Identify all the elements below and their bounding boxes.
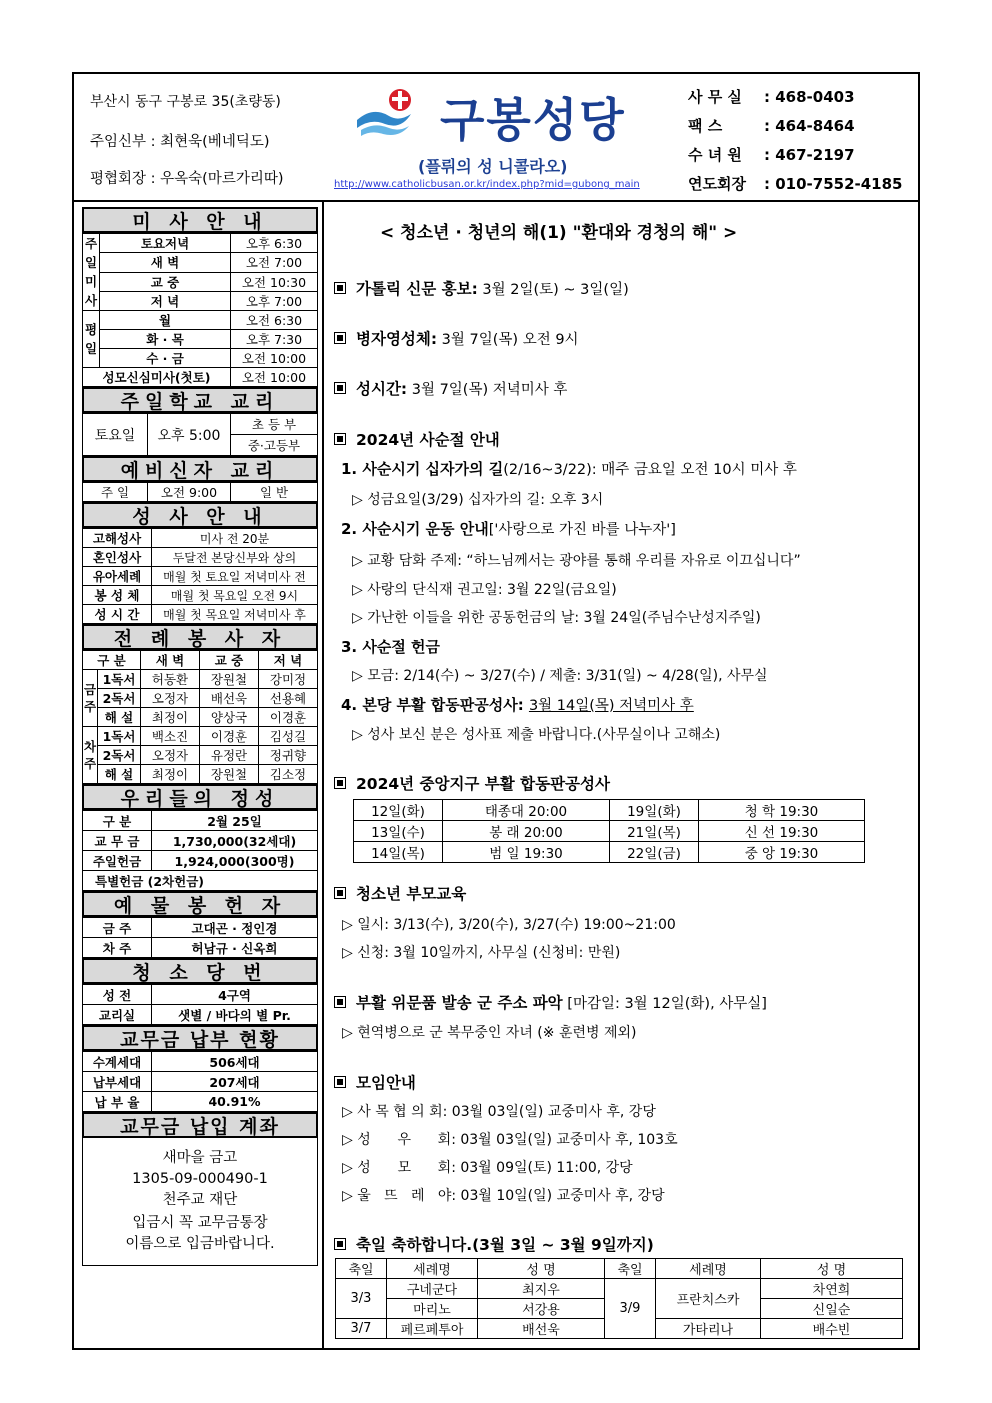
this-week-label: 금주 (83, 670, 98, 727)
cleaning-value: 샛별 / 바다의 별 Pr. (152, 1005, 318, 1025)
account-line: 1305-09-000490-1 (132, 1171, 268, 1187)
schedule-cell: 청 학 19:30 (699, 800, 865, 821)
section-head: 가톨릭 신문 홍보: (356, 280, 478, 298)
offering-value: 1,924,000(300명) (152, 851, 318, 871)
feast-saint: 프란치스카 (656, 1279, 761, 1319)
account-title: 교무금 납입 계좌 (82, 1112, 318, 1138)
section-district-confession (334, 772, 610, 794)
section-military-gift (334, 991, 767, 1013)
mass-title: 미 사 안 내 (82, 207, 318, 233)
account-line: 입금시 꼭 교무금통장 (132, 1215, 268, 1231)
offering-name: 주일헌금 (83, 851, 152, 871)
parish-subtitle: (플뤼의 성 니콜라오) (418, 157, 568, 176)
military-bullet: ▷ 현역병으로 군 복무중인 자녀 (※ 훈련병 제외) (342, 1025, 637, 1041)
parish-logo-icon (355, 88, 415, 138)
education-bullet: ▷ 신청: 3월 10일까지, 사무실 (신청비: 만원) (342, 945, 621, 961)
mass-time: 오후 6:30 (231, 234, 318, 253)
sunday-school-table (82, 413, 318, 456)
gift-name: 차 주 (83, 938, 152, 958)
mass-table (82, 233, 318, 387)
sacrament-desc: 매월 첫 목요일 저녁미사 후 (152, 605, 318, 624)
sacrament-name: 고해성사 (83, 529, 152, 548)
contact-yeondo: 연도회장 : 010-7552-4185 (688, 175, 903, 193)
item-head: 2. 사순시기 운동 안내 (341, 520, 489, 538)
server-name: 최정이 (141, 708, 200, 727)
feast-header: 성 명 (761, 1259, 903, 1279)
sacrament-name: 성 시 간 (83, 605, 152, 624)
parish-url-link[interactable]: http://www.catholicbusan.or.kr/index.php?mid=gubong_main (334, 179, 640, 190)
dues-value: 40.91% (152, 1092, 318, 1112)
section-head: 부활 위문품 발송 군 주소 파악 (356, 994, 563, 1012)
server-name: 허동환 (141, 670, 200, 689)
sunday-school-title: 주일학교 교리 (82, 387, 318, 413)
lent-bullet: ▷ 교황 담화 주제: “하느님께서는 광야를 통해 우리를 자유로 이끄십니다” (352, 553, 801, 569)
schedule-cell: 신 선 19:30 (699, 821, 865, 842)
server-name: 강미정 (259, 670, 318, 689)
meeting-text: 03월 03일(일) 교중미사 후, 강당 (447, 1104, 656, 1120)
section-feast-days (334, 1233, 654, 1255)
feast-person: 배선욱 (478, 1319, 605, 1339)
parish-title: 구봉성당 (440, 93, 626, 147)
schedule-cell: 19일(화) (610, 800, 699, 821)
lent-item-1 (341, 458, 797, 479)
section-head: 축일 축하합니다.(3월 3일 ~ 3월 9일까지) (356, 1236, 654, 1254)
dues-title: 교무금 납부 현황 (82, 1025, 318, 1051)
feast-person: 서강용 (478, 1299, 605, 1319)
contact-fax: 팩 스 : 464-8464 (688, 117, 855, 135)
cleaning-name: 성 전 (83, 985, 152, 1005)
lent-item-2 (341, 518, 676, 539)
gift-value: 고대곤 · 정인경 (152, 918, 318, 938)
meeting-text: 03월 10일(일) 교중미사 후, 강당 (456, 1188, 665, 1204)
feast-header: 세례명 (656, 1259, 761, 1279)
sacrament-title: 성 사 안 내 (82, 502, 318, 528)
servers-header: 구 분 (83, 651, 141, 670)
lent-item-4 (341, 694, 694, 715)
schedule-cell: 태종대 20:00 (443, 800, 610, 821)
schedule-cell: 12일(화) (354, 800, 443, 821)
lent-bullet: ▷ 성사 보신 분은 성사표 제출 바랍니다.(사무실이나 고해소) (352, 727, 721, 743)
catechumen-day: 주 일 (83, 483, 148, 502)
school-time: 오후 5:00 (148, 414, 231, 456)
square-bullet-icon (334, 332, 346, 344)
feast-header: 세례명 (387, 1259, 478, 1279)
server-name: 오정자 (141, 689, 200, 708)
section-head: 모임안내 (356, 1074, 416, 1092)
section-holy-hour (334, 377, 567, 399)
mass-name: 토요저녁 (100, 234, 231, 253)
server-name: 오정자 (141, 746, 200, 765)
section-sick-communion (334, 327, 579, 349)
feast-person: 신일순 (761, 1299, 903, 1319)
server-role: 해 설 (98, 765, 141, 784)
offering-title: 우리들의 정성 (82, 784, 318, 810)
item-head: 1. 사순시기 십자가의 길 (341, 460, 504, 478)
sidebar (82, 207, 318, 1266)
meeting-name: ▷ 성 모 회: (342, 1160, 456, 1176)
mass-name: 새 벽 (100, 253, 231, 272)
sunday-label: 주일미사 (83, 234, 100, 311)
meeting-item (342, 1101, 656, 1121)
item-text: ['사랑으로 가진 바를 나누자'] (488, 522, 676, 538)
catechumen-title: 예비신자 교리 (82, 456, 318, 482)
sacrament-desc: 미사 전 20분 (152, 529, 318, 548)
item-text: 3월 14일(목) 저녁미사 후 (528, 698, 694, 714)
mass-time: 오전 6:30 (231, 311, 318, 330)
server-name: 이경훈 (259, 708, 318, 727)
pastor: 주임신부 : 최현욱(베네딕도) (90, 134, 270, 150)
weekday-label: 평일 (83, 311, 100, 368)
meeting-name: ▷ 성 우 회: (342, 1132, 456, 1148)
section-head: 2024년 사순절 안내 (356, 431, 500, 449)
servers-title: 전 례 봉 사 자 (82, 624, 318, 650)
square-bullet-icon (334, 996, 346, 1008)
feast-table (335, 1258, 903, 1339)
dues-value: 207세대 (152, 1072, 318, 1092)
meeting-name: ▷ 울 뜨 레 야: (342, 1188, 457, 1204)
council-president: 평협회장 : 우옥숙(마르가리따) (90, 171, 284, 187)
meeting-item (342, 1157, 633, 1177)
section-text: 3월 2일(토) ~ 3일(일) (477, 282, 629, 298)
item-head: 4. 본당 부활 합동판공성사: (341, 696, 524, 714)
square-bullet-icon (334, 777, 346, 789)
feast-day: 3/3 (336, 1279, 387, 1319)
school-group: 중·고등부 (231, 435, 318, 456)
mass-time: 오전 10:30 (231, 272, 318, 291)
sacrament-desc: 두달전 본당신부와 상의 (152, 548, 318, 567)
feast-person: 차연희 (761, 1279, 903, 1299)
section-meetings (334, 1071, 416, 1093)
catechumen-time: 오전 9:00 (148, 483, 231, 502)
mass-name: 성모신심미사(첫토) (83, 368, 231, 387)
catechumen-table (82, 482, 318, 502)
section-head: 청소년 부모교육 (356, 885, 467, 903)
offering-name: 구 분 (83, 811, 152, 831)
dues-name: 납부세대 (83, 1072, 152, 1092)
feast-day: 3/7 (336, 1319, 387, 1339)
feast-header: 축일 (605, 1259, 656, 1279)
section-head: 성시간: (356, 380, 408, 398)
mass-name: 저 녁 (100, 291, 231, 310)
account-line: 천주교 재단 (162, 1192, 238, 1208)
server-name: 최정이 (141, 765, 200, 784)
dues-value: 506세대 (152, 1052, 318, 1072)
account-line: 이름으로 입금바랍니다. (125, 1236, 275, 1252)
feast-person: 배수빈 (761, 1319, 903, 1339)
server-name: 장원철 (200, 670, 259, 689)
square-bullet-icon (334, 1238, 346, 1250)
cleaning-value: 4구역 (152, 985, 318, 1005)
section-text: 3월 7일(목) 오전 9시 (437, 332, 579, 348)
feast-saint: 페르페투아 (387, 1319, 478, 1339)
square-bullet-icon (334, 433, 346, 445)
account-line: 새마을 금고 (162, 1150, 238, 1166)
school-day: 토요일 (83, 414, 148, 456)
mass-name: 월 (100, 311, 231, 330)
lent-bullet: ▷ 가난한 이들을 위한 공동헌금의 날: 3월 24일(주님수난성지주일) (352, 610, 761, 626)
square-bullet-icon (334, 887, 346, 899)
mass-name: 화 · 목 (100, 330, 231, 349)
feast-saint: 구네군다 (387, 1279, 478, 1299)
feast-header: 성 명 (478, 1259, 605, 1279)
mass-time: 오후 7:00 (231, 291, 318, 310)
square-bullet-icon (334, 382, 346, 394)
mass-time: 오후 7:30 (231, 330, 318, 349)
cleaning-table (82, 984, 318, 1025)
cleaning-title: 청 소 당 번 (82, 958, 318, 984)
lent-bullet: ▷ 사랑의 단식재 권고일: 3월 22일(금요일) (352, 582, 617, 598)
education-bullet: ▷ 일시: 3/13(수), 3/20(수), 3/27(수) 19:00~21:00 (342, 917, 676, 933)
lent-bullet: ▷ 모금: 2/14(수) ~ 3/27(수) / 제출: 3/31(일) ~ 4/28(일), 사무실 (352, 668, 768, 684)
contact-office: 사 무 실 : 468-0403 (688, 88, 855, 106)
gift-title: 예 물 봉 헌 자 (82, 891, 318, 917)
offering-table (82, 810, 318, 891)
mass-time: 오전 10:00 (231, 368, 318, 387)
server-role: 해 설 (98, 708, 141, 727)
lent-item-3: 3. 사순절 헌금 (341, 638, 441, 656)
column-divider (322, 200, 324, 1350)
feast-day: 3/9 (605, 1279, 656, 1339)
schedule-cell: 14일(목) (354, 842, 443, 863)
parish-address: 부산시 동구 구봉로 35(초량동) (90, 94, 281, 110)
sacrament-desc: 매월 첫 목요일 오전 9시 (152, 586, 318, 605)
section-text: 3월 7일(목) 저녁미사 후 (407, 382, 568, 398)
section-head: 2024년 중앙지구 부활 합동판공성사 (356, 775, 610, 793)
offering-value: 2월 25일 (152, 811, 318, 831)
mass-name: 교 중 (100, 272, 231, 291)
schedule-cell: 중 앙 19:30 (699, 842, 865, 863)
item-text: (2/16~3/22): 매주 금요일 오전 10시 미사 후 (503, 462, 797, 478)
meeting-item (342, 1185, 665, 1205)
feast-person: 최지우 (478, 1279, 605, 1299)
sacrament-table (82, 528, 318, 624)
server-name: 선용혜 (259, 689, 318, 708)
server-name: 양상국 (200, 708, 259, 727)
meeting-item (342, 1129, 678, 1149)
schedule-cell: 범 일 19:30 (443, 842, 610, 863)
header-divider (72, 200, 920, 202)
dues-table (82, 1051, 318, 1112)
account-box (82, 1138, 318, 1266)
section-newspaper (334, 277, 629, 299)
feast-header: 축일 (336, 1259, 387, 1279)
meeting-name: ▷ 사 목 협 의 회: (342, 1104, 448, 1120)
mass-time: 오전 7:00 (231, 253, 318, 272)
servers-table (82, 650, 318, 784)
servers-header: 저 녁 (259, 651, 318, 670)
server-name: 김소정 (259, 765, 318, 784)
sacrament-name: 유아세례 (83, 567, 152, 586)
gift-table (82, 917, 318, 958)
server-name: 정귀향 (259, 746, 318, 765)
schedule-cell: 13일(수) (354, 821, 443, 842)
meeting-text: 03월 03일(일) 교중미사 후, 103호 (455, 1132, 678, 1148)
school-group: 초 등 부 (231, 414, 318, 435)
square-bullet-icon (334, 282, 346, 294)
server-name: 유정란 (200, 746, 259, 765)
gift-value: 허남규 · 신옥희 (152, 938, 318, 958)
lent-bullet: ▷ 성금요일(3/29) 십자가의 길: 오후 3시 (352, 492, 604, 508)
square-bullet-icon (334, 1076, 346, 1088)
next-week-label: 차주 (83, 727, 98, 784)
contact-convent: 수 녀 원 : 467-2197 (688, 146, 855, 164)
feast-saint: 가타리나 (656, 1319, 761, 1339)
server-name: 배선욱 (200, 689, 259, 708)
dues-name: 납 부 율 (83, 1092, 152, 1112)
server-role: 2독서 (98, 746, 141, 765)
server-name: 김성길 (259, 727, 318, 746)
server-role: 1독서 (98, 670, 141, 689)
confession-schedule-table (353, 799, 865, 863)
servers-header: 교 중 (200, 651, 259, 670)
section-lent (334, 428, 500, 450)
gift-name: 금 주 (83, 918, 152, 938)
meeting-text: 03월 09일(토) 11:00, 강당 (455, 1160, 633, 1176)
offering-name: 교 무 금 (83, 831, 152, 851)
mass-name: 수 · 금 (100, 349, 231, 368)
server-role: 2독서 (98, 689, 141, 708)
offering-name: 특별헌금 (2차헌금) (83, 871, 318, 891)
section-head: 병자영성체: (356, 330, 438, 348)
section-parent-education (334, 882, 466, 904)
feast-saint: 마리노 (387, 1299, 478, 1319)
cleaning-name: 교리실 (83, 1005, 152, 1025)
main-title: < 청소년 · 청년의 해(1) "환대와 경청의 해" > (380, 223, 738, 243)
schedule-cell: 21일(목) (610, 821, 699, 842)
sacrament-name: 봉 성 체 (83, 586, 152, 605)
mass-time: 오전 10:00 (231, 349, 318, 368)
server-name: 백소진 (141, 727, 200, 746)
server-name: 이경훈 (200, 727, 259, 746)
catechumen-group: 일 반 (231, 483, 318, 502)
servers-header: 새 벽 (141, 651, 200, 670)
server-role: 1독서 (98, 727, 141, 746)
sacrament-name: 혼인성사 (83, 548, 152, 567)
offering-value: 1,730,000(32세대) (152, 831, 318, 851)
dues-name: 수계세대 (83, 1052, 152, 1072)
sacrament-desc: 매월 첫 토요일 저녁미사 전 (152, 567, 318, 586)
section-text: [마감일: 3월 12일(화), 사무실] (562, 996, 767, 1012)
server-name: 장원철 (200, 765, 259, 784)
schedule-cell: 봉 래 20:00 (443, 821, 610, 842)
schedule-cell: 22일(금) (610, 842, 699, 863)
